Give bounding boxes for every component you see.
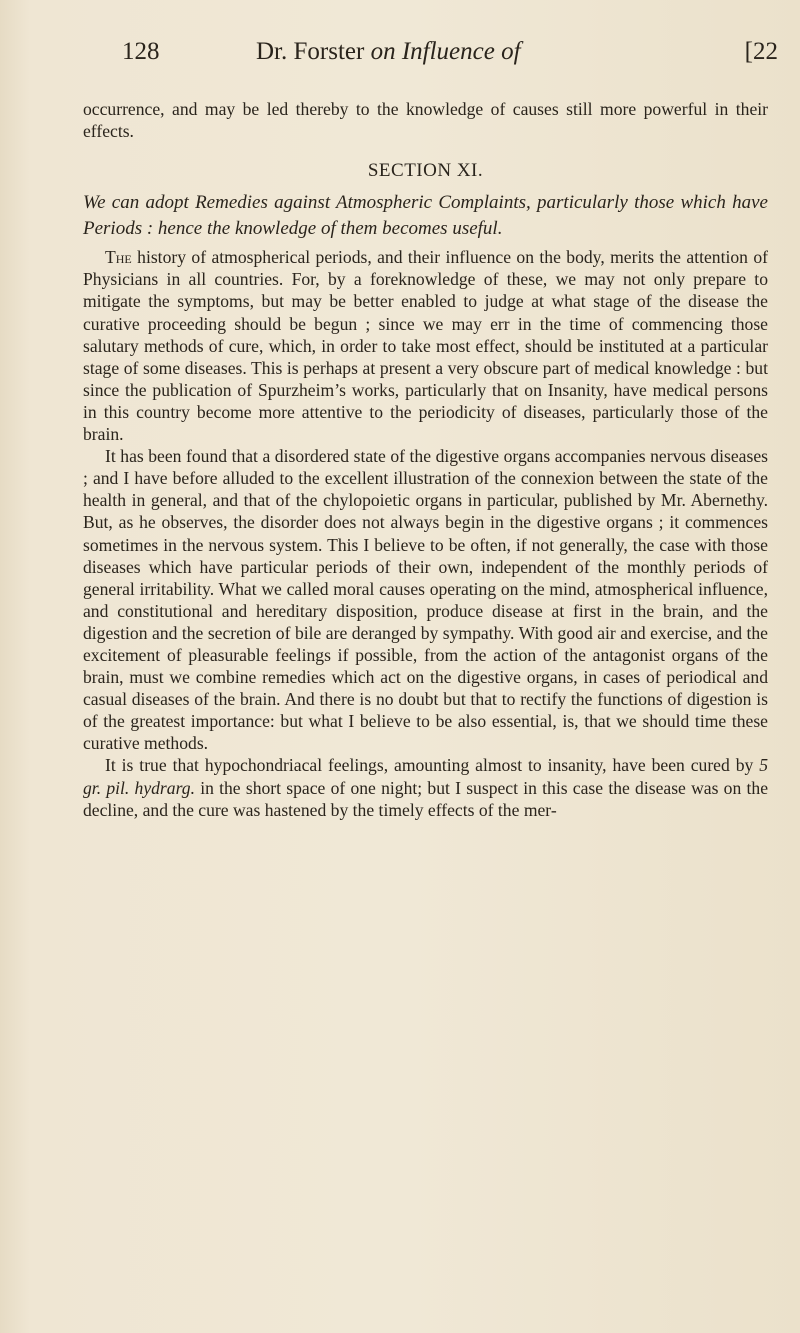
paragraph-1-lead: The xyxy=(105,247,132,268)
section-heading: SECTION XI. xyxy=(367,160,484,182)
paragraph-3-text-b: in the short space of one night; but I suspect in this case the disease was on the decline, and the cure was hastened by the timely effects of the mer- xyxy=(83,777,768,820)
paragraph-3 xyxy=(83,754,768,820)
paragraph-1 xyxy=(83,246,768,445)
page-number: 128 xyxy=(122,38,160,65)
paragraph-3-text-a: It is true that hypochondriacal feelings, amounting almost to insanity, have been cured by xyxy=(105,755,760,776)
running-title xyxy=(256,38,521,66)
running-header xyxy=(122,38,778,72)
paragraph-3-dose: 5 gr. pil. hydrarg. xyxy=(83,755,768,798)
page-reference: [22 xyxy=(744,38,778,65)
body-text xyxy=(83,98,768,821)
section-title: We can adopt Remedies against Atmospheric Complaints, particularly those which have Periods : hence the knowledge of them becomes useful. xyxy=(83,192,768,240)
running-title-subject: on Influence of xyxy=(370,38,521,65)
running-title-author: Dr. Forster xyxy=(256,38,371,65)
paragraph-1-text: history of atmospherical periods, and their influence on the body, merits the attention of Physicians in all countries. For, by a foreknowledge of these, we may not only prepare to mitigate the symptoms, but may be better enabled to judge at what stage of the disease the curative proceeding should be begun ; since we may err in the time of commencing those salutary methods of cure, which, in order to take most effect, should be instituted at a particular stage of some diseases. This is perhaps at present a very obscure part of medical knowledge : but since the publication of Spurzheim’s works, particularly that on Insanity, have medical persons in this country become more attentive to the periodicity of diseases, particularly those of the brain. xyxy=(83,247,768,445)
paragraph-2: It has been found that a disordered state of the digestive organs accompanies nervous diseases ; and I have before alluded to the excellent illustration of the connexion between the state of the health in general, and that of the chylopoietic organs in particular, published by Mr. Abernethy. But, as he observes, the disorder does not always begin in the digestive organs ; it commences sometimes in the nervous system. This I believe to be often, if not generally, the case with those diseases which have particular periods of their own, independent of the monthly periods of general irritability. What we called moral causes operating on the mind, atmospherical influence, and constitutional and hereditary disposition, produce disease at first in the brain, and the digestion and the secretion of bile are deranged by sympathy. With good air and exercise, and the excitement of pleasurable feelings if possible, from the action of the antagonist organs of the brain, must we combine remedies which act on the digestive organs, in cases of periodical and casual diseases of the brain. And there is no doubt but that to rectify the functions of digestion is of the greatest importance: but what I believe to be also essential, is, that we should time these curative methods. xyxy=(83,446,768,754)
continued-paragraph: occurrence, and may be led thereby to the knowledge of causes still more powerful in their effects. xyxy=(83,99,768,142)
